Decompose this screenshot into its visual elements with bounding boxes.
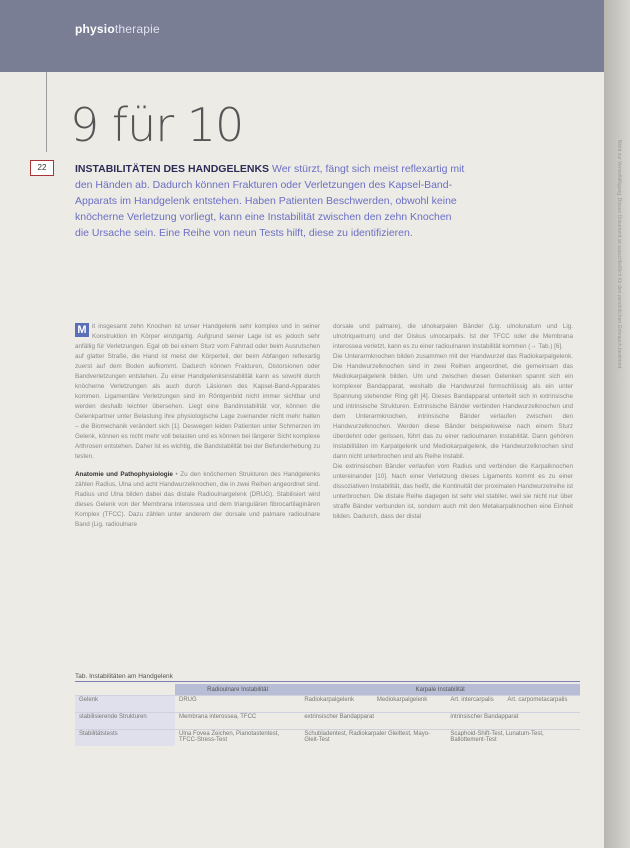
table-header-row: [75, 684, 580, 696]
table-cell: Mediokarpalgelenk: [373, 696, 446, 713]
brand-part2: therapie: [114, 22, 160, 36]
page-header: [0, 0, 604, 72]
brand-part1: physio: [75, 22, 115, 36]
col1-paragraph-1: it insgesamt zehn Knochen ist unser Handgelenk sehr komplex und in seiner Konstruktion im Körper einzigartig. Aufgrund seiner Lage ist es jedoch sehr anfällig für Verletzungen. Egal ob bei einem Sturz vom Fahrrad oder beim Ausrutschen auf glatter Straße, die Hand ist meist der Körperteil, der beim Abfangen reflexartig zuerst auf dem Boden aufkommt. Dadurch können Frakturen, Distorsionen oder Bandverletzungen entstehen. Zu einer Handgelenksinstabilität kann es sowohl durch knöcherne Verletzungen als auch durch Läsionen des Kapsel-Band-Apparates kommen. Ligamentäre Verletzungen sind im Röntgenbild nicht immer sichtbar und werden deshalb leichter übersehen. Liegt eine Bandinstabilität vor, können die Gelenkpartner unter Belastung ihre physiologische Lage zueinander nicht mehr halten – die Biomechanik verändert sich [1]. Deswegen leiden Patienten unter Schmerzen im Gelenk, können es nicht mehr voll belasten und es können bei längerer Sicht komplexe Arthrosen entstehen. Daher ist es wichtig, die Bandstabilität bei der Befunderhebung zu testen.: [75, 323, 320, 460]
table-cell: Scaphoid-Shift-Test, Lunatum-Test, Ballottement-Test: [446, 730, 580, 747]
section-heading-anatomy: Anatomie und Pathophysiologie: [75, 471, 173, 478]
table-row: [75, 713, 580, 730]
col1-paragraph-2: • Zu den knöchernen Strukturen des Handgelenks zählen Radius, Ulna und acht Handwurzelknochen, die in zwei Reihen angeordnet sind. Radius und Ulna bilden dabei das distale Radioulnargelenk (DRUG). Stabilisiert wird dieses Gelenk von der Membrana interossea und dem triangulären fibrocartilaginären Komplex (TFCC). Dazu zählen unter anderem der dorsale und palmare radioulnare Band (Lig. radioulnare: [75, 471, 320, 528]
intro-kicker: INSTABILITÄTEN DES HANDGELENKS: [75, 163, 270, 175]
table-cell: Schubladentest, Radiokarpaler Gleittest, Mayo-Gleit-Test: [300, 730, 446, 747]
table-cell: intrinsischer Bandapparat: [446, 713, 580, 730]
body-column-2: [333, 322, 573, 522]
table-cell: Ulna Fovea Zeichen, Pianotastentest, TFCC-Stress-Test: [175, 730, 300, 747]
body-column-1: [75, 322, 320, 530]
dropcap: M: [75, 323, 89, 337]
row-label: Gelenk: [75, 696, 175, 713]
col2-paragraph-2: Die Unterarmknochen bilden zusammen mit der Handwurzel das Radiokarpalgelenk. Die Handwurzelknochen sind in zwei Reihen angeordnet, die gemeinsam das Mediokarpalgelenk bilden. Um und zwischen diesen Gelenken spannt sich ein komplexer Bandapparat, weshalb die Handwurzel formschlüssig als ein unter Spannung stehender Ring gilt [4]. Dieses Bandapparat unterteilt sich in extrinsische und intrinsische Strukturen. Extrinsische Bänder verbinden Handwurzelknochen und dem Unterarmknochen, intrinsische Bänder verlaufen zwischen den Handwurzelknochen. Werden diese Bänder beispielsweise nach einem Sturz überdehnt oder gerissen, führt das zu einer radioulnaren Instabilität. Dann gehören Instabilitäten im Karpalgelenk und Mediokarpalgelenk, die Handwurzelknochen sind dann nicht unterbrochen und als Reihe instabil.: [333, 353, 573, 460]
intro-text: Wer stürzt, fängt sich meist reflexartig mit den Händen ab. Dadurch können Frakturen oder Verletzungen des Kapsel-Band-Apparats im Handgelenk entstehen. Haben Patienten Beschwerden, obwohl keine knöcherne Verletzung vorliegt, kann eine Instabilität zwischen den zehn Knochen die Ursache sein. Eine Reihe von neun Tests hilft, diese zu identifizieren.: [75, 163, 465, 239]
table-cell: extrinsischer Bandapparat: [300, 713, 446, 730]
table-top-rule: [75, 681, 580, 682]
page-number: 22: [30, 160, 54, 176]
article-intro: [75, 161, 465, 241]
table-cell: Radiokarpalgelenk: [300, 696, 373, 713]
row-label: stabilisierende Strukturen: [75, 713, 175, 730]
instability-table: [75, 684, 580, 746]
article-title: 9 für 10: [70, 98, 244, 152]
table-cell: DRUG: [175, 696, 300, 713]
margin-notice: Nicht zur Vervielfältigung: Dieses Dokument ist ausschließlich für den persönlichen Gebrauch bestimmt.: [616, 140, 622, 370]
table-cell: Art. carpometacarpalis: [503, 696, 580, 713]
table-header-karpal: Karpale Instabilität: [300, 684, 580, 696]
col2-paragraph-3: Die extrinsischen Bänder verlaufen vom Radius und verbinden die Karpalknochen untereinander [10]. Nach einer Verletzung dieses Ligaments kommt es zu einer dissoziativen Instabilität, das heißt, die Kontinuität der proximalen Handwurzelreihe ist unterbrochen. Die distale Reihe dagegen ist sehr viel stabiler, weil sie nicht nur über straffe Bänder verbunden ist, sondern auch mit den Metakarpalknochen eine Einheit bilden. Dadurch, dass der distal: [333, 463, 573, 520]
table-header-radioulnar: Radioulnare Instabilität: [175, 684, 300, 696]
row-label: Stabilitätstests: [75, 730, 175, 747]
table-cell: Art. intercarpalis: [446, 696, 503, 713]
margin-rule: [46, 72, 47, 152]
col2-paragraph-1: dorsale und palmare), die ulnokarpalen Bänder (Lig. ulnolunatum und Lig. ulnotriquetrum) und der Diskus ulnocarpalis. Ist der TFCC oder die Membrana interossea verletzt, kann es zu einer radioulnaren Instabilität kommen (→ Tab.) [6].: [333, 323, 573, 350]
magazine-brand: [75, 22, 160, 36]
table-cell: Membrana interossea, TFCC: [175, 713, 300, 730]
table-header-empty: [75, 684, 175, 696]
table-row: [75, 730, 580, 747]
table-caption: Tab. Instabilitäten am Handgelenk: [75, 673, 173, 680]
table-row: [75, 696, 580, 713]
